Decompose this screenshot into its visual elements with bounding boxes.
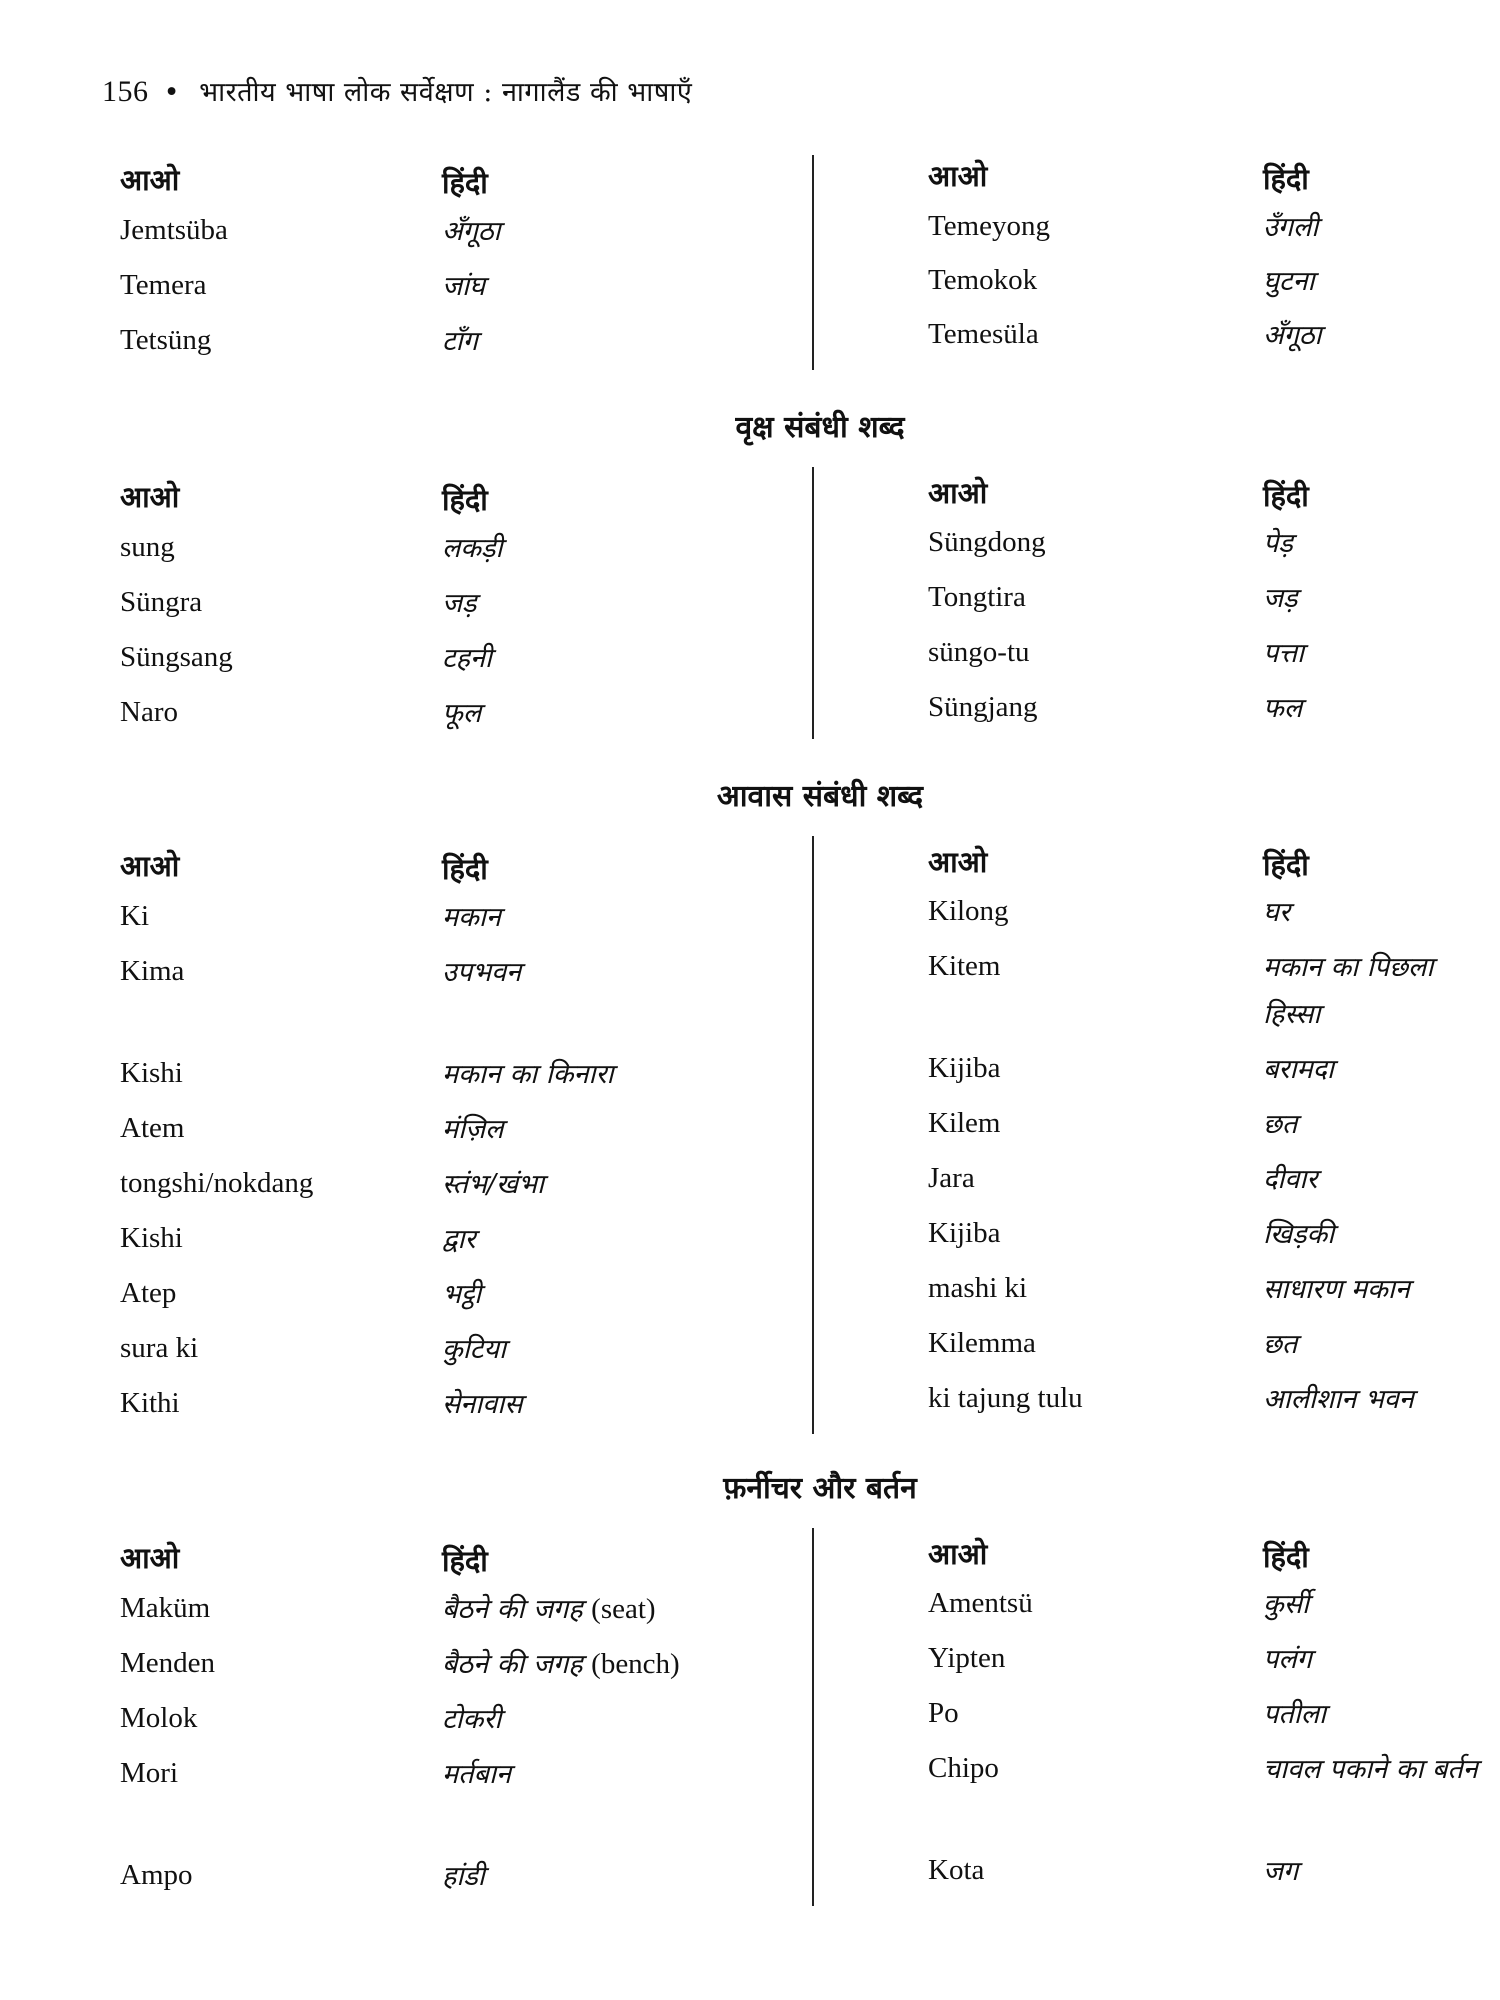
hindi-word: पेड़	[1263, 528, 1293, 559]
hindi-word: चावल पकाने का बर्तन	[1263, 1754, 1478, 1785]
ao-word: Mori	[120, 1757, 178, 1789]
ao-word: Kilemma	[928, 1327, 1036, 1359]
hindi-text: बैठने की जगह	[442, 1649, 583, 1680]
hindi-word: मकान का पिछला हिस्सा	[1263, 952, 1434, 1030]
ao-header: आओ	[928, 476, 988, 510]
hindi-word: पतीला	[1263, 1699, 1327, 1730]
ao-word: Naro	[120, 696, 178, 728]
ao-word: Süngra	[120, 586, 203, 618]
hindi-word: आलीशान भवन	[1263, 1384, 1414, 1415]
hindi-word: भट्ठी	[442, 1279, 482, 1310]
hindi-word: फूल	[442, 698, 482, 729]
ao-header: आओ	[120, 480, 180, 514]
hindi-word: जांघ	[442, 271, 485, 302]
ao-word: Kithi	[120, 1387, 180, 1419]
ao-word: Menden	[120, 1647, 216, 1679]
ao-word: Maküm	[120, 1592, 211, 1624]
ao-word: Temesüla	[928, 318, 1039, 350]
ao-word: sura ki	[120, 1332, 199, 1364]
hindi-header: हिंदी	[1263, 848, 1309, 882]
ao-word: Temera	[120, 269, 207, 301]
ao-word: Amentsü	[928, 1587, 1033, 1619]
ao-word: tongshi/nokdang	[120, 1167, 314, 1199]
ao-word: Chipo	[928, 1752, 999, 1784]
ao-word: Ampo	[120, 1859, 193, 1891]
english-gloss: (seat)	[591, 1593, 656, 1625]
page-number: 156	[102, 75, 149, 108]
hindi-header: हिंदी	[442, 483, 488, 517]
section-title: फ़र्नीचर और बर्तन	[723, 1471, 917, 1506]
hindi-header: हिंदी	[442, 166, 488, 200]
ao-word: Kilong	[928, 895, 1009, 927]
ao-word: Kitem	[928, 950, 1001, 982]
ao-word: Kishi	[120, 1057, 183, 1089]
ao-word: Atep	[120, 1277, 177, 1309]
hindi-header: हिंदी	[1263, 162, 1309, 196]
ao-word: Yipten	[928, 1642, 1006, 1674]
ao-word: Kilem	[928, 1107, 1001, 1139]
running-head	[102, 72, 692, 109]
ao-word: Süngjang	[928, 691, 1038, 723]
column-divider	[812, 467, 814, 739]
column-divider	[812, 155, 814, 370]
ao-word: sung	[120, 531, 175, 563]
hindi-word: टोकरी	[442, 1704, 502, 1735]
hindi-word: जड़	[442, 588, 477, 619]
ao-word: Kishi	[120, 1222, 183, 1254]
ao-header: आओ	[928, 1537, 988, 1571]
ao-word: Tetsüng	[120, 324, 212, 356]
hindi-word: कुर्सी	[1263, 1589, 1309, 1620]
hindi-word: दीवार	[1263, 1164, 1318, 1195]
hindi-word	[442, 1586, 656, 1633]
ao-word: Tongtira	[928, 581, 1026, 613]
ao-word: süngo-tu	[928, 636, 1030, 668]
ao-word: Atem	[120, 1112, 185, 1144]
section-title: आवास संबंधी शब्द	[716, 779, 924, 814]
ao-word: Po	[928, 1697, 959, 1729]
ao-word: Temokok	[928, 264, 1038, 296]
ao-word: Molok	[120, 1702, 198, 1734]
ao-header: आओ	[120, 1541, 180, 1575]
hindi-header: हिंदी	[1263, 1540, 1309, 1574]
hindi-header: हिंदी	[442, 1544, 488, 1578]
hindi-word: टाँग	[442, 326, 478, 357]
ao-word: Jemtsüba	[120, 214, 228, 246]
ao-word: Kima	[120, 955, 185, 987]
column-divider	[812, 836, 814, 1434]
ao-header: आओ	[928, 845, 988, 879]
hindi-word: अँगूठा	[1263, 320, 1322, 351]
hindi-header: हिंदी	[1263, 479, 1309, 513]
ao-word: ki tajung tulu	[928, 1382, 1083, 1414]
hindi-word: मकान का किनारा	[442, 1059, 614, 1090]
hindi-word: बरामदा	[1263, 1054, 1334, 1085]
hindi-word: फल	[1263, 693, 1303, 724]
hindi-word: पत्ता	[1263, 638, 1304, 669]
hindi-word: स्तंभ/खंभा	[442, 1169, 545, 1200]
ao-header: आओ	[120, 849, 180, 883]
hindi-word: जग	[1263, 1856, 1299, 1887]
hindi-word: टहनी	[442, 643, 492, 674]
hindi-word: पलंग	[1263, 1644, 1312, 1675]
ao-word: Süngsang	[120, 641, 233, 673]
ao-word: Temeyong	[928, 210, 1050, 242]
ao-word: Kijiba	[928, 1052, 1001, 1084]
english-gloss: (bench)	[591, 1648, 680, 1680]
hindi-word: उँगली	[1263, 212, 1319, 243]
ao-word: Jara	[928, 1162, 975, 1194]
hindi-word: मंज़िल	[442, 1114, 504, 1145]
hindi-word: उपभवन	[442, 957, 522, 988]
ao-header: आओ	[928, 159, 988, 193]
hindi-word: मर्तबान	[442, 1759, 511, 1790]
hindi-word: कुटिया	[442, 1334, 506, 1365]
hindi-word: घर	[1263, 897, 1290, 928]
ao-word: Süngdong	[928, 526, 1046, 558]
ao-word: Ki	[120, 900, 149, 932]
hindi-text: बैठने की जगह	[442, 1594, 583, 1625]
bullet: •	[163, 77, 181, 108]
ao-word: Kijiba	[928, 1217, 1001, 1249]
hindi-word: घुटना	[1263, 266, 1315, 297]
hindi-word: अँगूठा	[442, 216, 501, 247]
running-title: भारतीय भाषा लोक सर्वेक्षण : नागालैंड की भाषाएँ	[199, 77, 693, 108]
hindi-word	[442, 1641, 680, 1688]
section-title: वृक्ष संबंधी शब्द	[735, 410, 905, 445]
hindi-word: छत	[1263, 1109, 1298, 1140]
hindi-word: छत	[1263, 1329, 1298, 1360]
hindi-word: हांडी	[442, 1861, 485, 1892]
hindi-word: द्वार	[442, 1224, 476, 1255]
hindi-word: साधारण मकान	[1263, 1274, 1410, 1305]
hindi-word: खिड़की	[1263, 1219, 1335, 1250]
hindi-word: जड़	[1263, 583, 1298, 614]
hindi-word: मकान	[442, 902, 501, 933]
ao-word: Kota	[928, 1854, 985, 1886]
hindi-header: हिंदी	[442, 852, 488, 886]
ao-header: आओ	[120, 163, 180, 197]
hindi-word: सेनावास	[442, 1389, 523, 1420]
ao-word: mashi ki	[928, 1272, 1028, 1304]
column-divider	[812, 1528, 814, 1906]
hindi-word: लकड़ी	[442, 533, 503, 564]
